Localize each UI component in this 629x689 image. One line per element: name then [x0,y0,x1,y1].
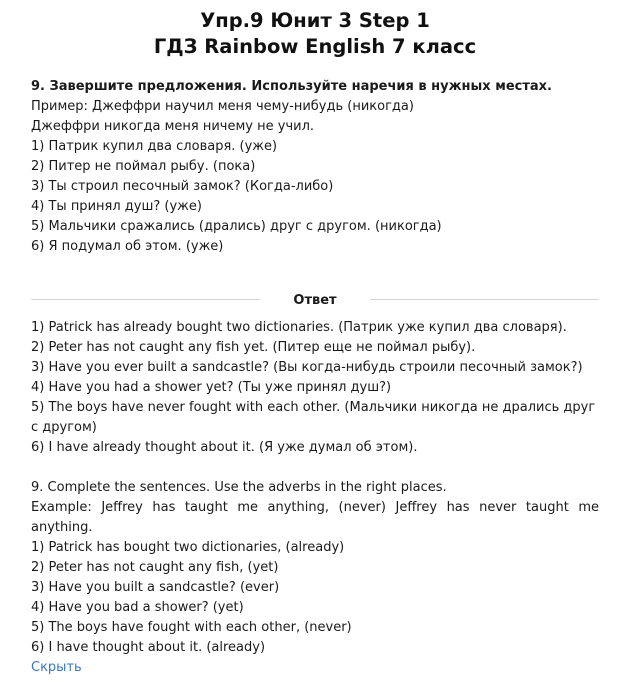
task-item-ru-5: 5) Мальчики сражались (дрались) друг с другом. (никогда) [31,219,442,234]
task-item-ru-4: 4) Ты принял душ? (уже) [31,199,202,214]
task-heading-en: 9. Complete the sentences. Use the adverbs in the right places. [31,480,447,495]
divider-rule-left [31,299,260,300]
page-title [31,0,599,60]
answer-item-2: 2) Peter has not caught any fish yet. (Питер еще не поймал рыбу). [31,340,476,355]
title-line-1: Упр.9 Юнит 3 Step 1 [200,9,430,32]
answer-label: Ответ [293,293,337,308]
task-item-en-1: 1) Patrick has bought two dictionaries, (already) [31,540,345,555]
answer-item-6: 6) I have already thought about it. (Я уже думал об этом). [31,440,418,455]
task-item-ru-1: 1) Патрик купил два словаря. (уже) [31,139,278,154]
title-line-2: ГДЗ Rainbow English 7 класс [153,35,477,58]
answer-list [31,318,599,458]
divider-rule-right [370,299,599,300]
example-line-2: Джеффри никогда меня ничему не учил. [31,119,315,134]
hide-link[interactable]: Скрыть [31,660,82,675]
example-line-1: Пример: Джеффри научил меня чему-нибудь (никогда) [31,99,414,114]
answer-item-1: 1) Patrick has already bought two dictionaries. (Патрик уже купил два словаря). [31,320,567,335]
example-en: Example: Jeffrey has taught me anything, (never) Jeffrey has never taught me anything. [31,500,599,535]
task-item-en-5: 5) The boys have fought with each other, (never) [31,620,352,635]
answer-divider [31,289,599,309]
answer-item-5: 5) The boys have never fought with each other. (Мальчики никогда не дрались друг с другом) [31,400,596,435]
task-russian [31,77,599,257]
task-item-ru-2: 2) Питер не поймал рыбу. (пока) [31,159,256,174]
task-item-ru-6: 6) Я подумал об этом. (уже) [31,239,224,254]
task-item-en-6: 6) I have thought about it. (already) [31,640,266,655]
task-item-en-3: 3) Have you built a sandcastle? (ever) [31,580,280,595]
task-item-en-2: 2) Peter has not caught any fish, (yet) [31,560,279,575]
task-item-ru-3: 3) Ты строил песочный замок? (Когда-либо) [31,179,334,194]
task-item-en-4: 4) Have you bad a shower? (yet) [31,600,244,615]
task-english [31,478,599,678]
answer-item-4: 4) Have you had a shower yet? (Ты уже принял душ?) [31,380,392,395]
answer-item-3: 3) Have you ever built a sandcastle? (Вы когда-нибудь строили песочный замок?) [31,360,583,375]
task-heading-ru: 9. Завершите предложения. Используйте наречия в нужных местах. [31,79,552,94]
